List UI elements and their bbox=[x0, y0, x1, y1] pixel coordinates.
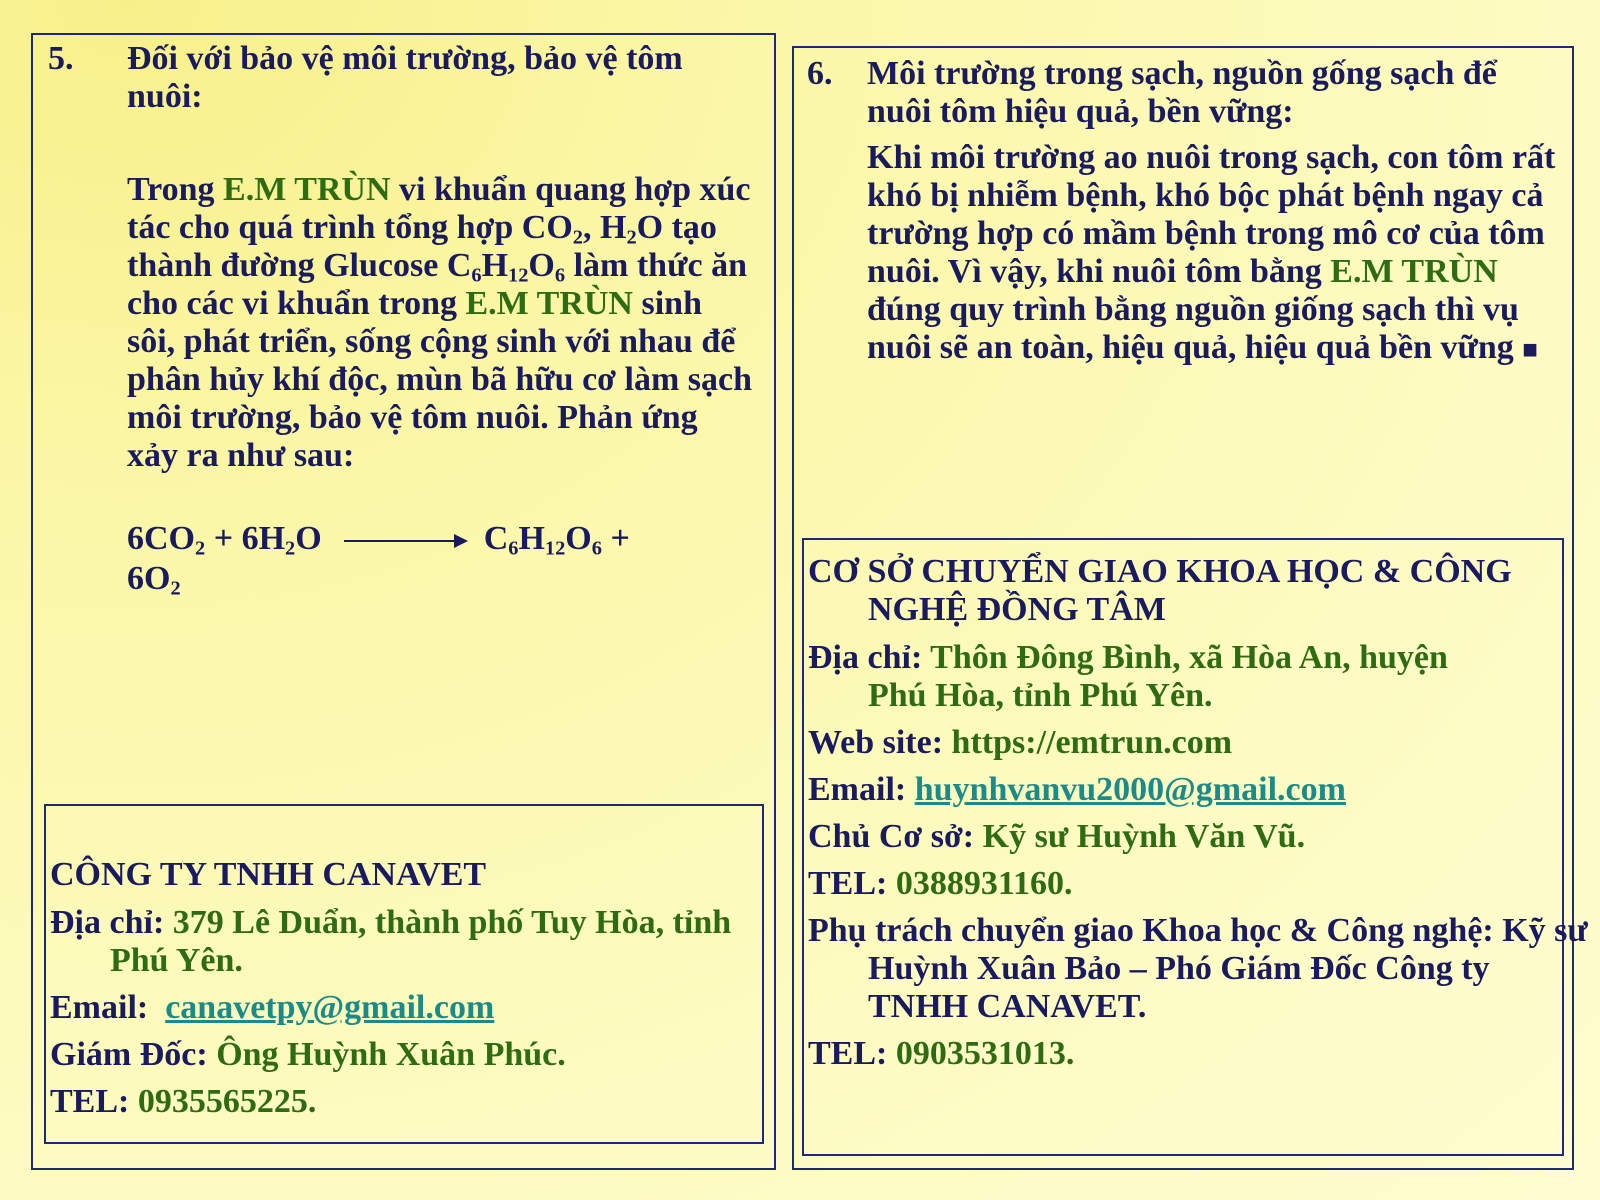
reaction-equation-cont: $6O_2$ bbox=[127, 560, 181, 600]
company-email-link[interactable]: canavetpy@gmail.com bbox=[165, 989, 495, 1026]
section-6-number: 6. bbox=[807, 55, 833, 92]
facility-tel-1: TEL: 0388931160. bbox=[808, 865, 1073, 902]
brand-em-trun: E.M TRÙN bbox=[465, 285, 633, 322]
facility-tel-2: TEL: 0903531013. bbox=[808, 1035, 1075, 1072]
company-tel: TEL: 0935565225. bbox=[50, 1083, 317, 1120]
facility-owner: Chủ Cơ sở: Kỹ sư Huỳnh Văn Vũ. bbox=[808, 818, 1306, 855]
facility-transfer-lead: Phụ trách chuyển giao Khoa học & Công nghệ: Kỹ sư Huỳnh Xuân Bảo – Phó Giám Đốc Công ty TNHH CANAVET. bbox=[808, 912, 1588, 1025]
facility-email-link[interactable]: huynhvanvu2000@gmail.com bbox=[914, 771, 1346, 808]
facility-website: Web site: https://emtrun.com bbox=[808, 724, 1233, 761]
section-5-body: Trong E.M TRÙN vi khuẩn quang hợp xúc tác cho quá trình tổng hợp $CO_2$, $H_2O$ tạo thành đường Glucose $C_6H_{12}O_6$ làm thức ăn cho các vi khuẩn trong E.M TRÙN sinh sôi, phát triển, sống cộng sinh với nhau để phân hủy khí độc, mùn bã hữu cơ làm sạch môi trường, bảo vệ tôm nuôi. Phản ứng xảy ra như sau: bbox=[127, 171, 752, 474]
company-name: CÔNG TY TNHH CANAVET bbox=[50, 856, 487, 893]
facility-contact-box bbox=[802, 538, 1588, 1156]
section-5-number: 5. bbox=[48, 40, 74, 77]
brand-em-trun: E.M TRÙN bbox=[1330, 253, 1498, 290]
company-address: Địa chỉ: 379 Lê Duẩn, thành phố Tuy Hòa, tỉnh Phú Yên. bbox=[50, 904, 732, 979]
facility-name: CƠ SỞ CHUYỂN GIAO KHOA HỌC & CÔNG NGHỆ ĐỒNG TÂM bbox=[808, 553, 1512, 628]
company-email: Email: canavetpy@gmail.com bbox=[50, 989, 495, 1026]
section-5-heading: Đối với bảo vệ môi trường, bảo vệ tôm nuôi: bbox=[127, 40, 683, 115]
facility-email: Email: huynhvanvu2000@gmail.com bbox=[808, 771, 1346, 808]
reaction-arrow-icon bbox=[344, 540, 466, 542]
reaction-equation: $6CO_2 + 6H_2O$ $C_6H_{12}O_6$ + bbox=[127, 520, 630, 560]
company-director: Giám Đốc: Ông Huỳnh Xuân Phúc. bbox=[50, 1036, 566, 1073]
section-6-panel bbox=[792, 46, 1588, 1170]
section-6-body: Khi môi trường ao nuôi trong sạch, con tôm rất khó bị nhiễm bệnh, khó bộc phát bệnh ngay cả trường hợp có mầm bệnh trong mô cơ của tôm nuôi. Vì vậy, khi nuôi tôm bằng E.M TRÙN đúng quy trình bằng nguồn giống sạch thì vụ nuôi sẽ an toàn, hiệu quả, hiệu quả bền vững ■ bbox=[867, 139, 1556, 366]
company-contact-box bbox=[44, 804, 764, 1144]
section-5-panel bbox=[31, 33, 776, 1170]
section-6-heading: Môi trường trong sạch, nguồn gống sạch để nuôi tôm hiệu quả, bền vững: bbox=[867, 55, 1497, 130]
end-square-icon: ■ bbox=[1522, 335, 1539, 364]
brand-em-trun: E.M TRÙN bbox=[223, 171, 391, 208]
facility-address: Địa chỉ: Thôn Đông Bình, xã Hòa An, huyện Phú Hòa, tỉnh Phú Yên. bbox=[808, 639, 1448, 714]
